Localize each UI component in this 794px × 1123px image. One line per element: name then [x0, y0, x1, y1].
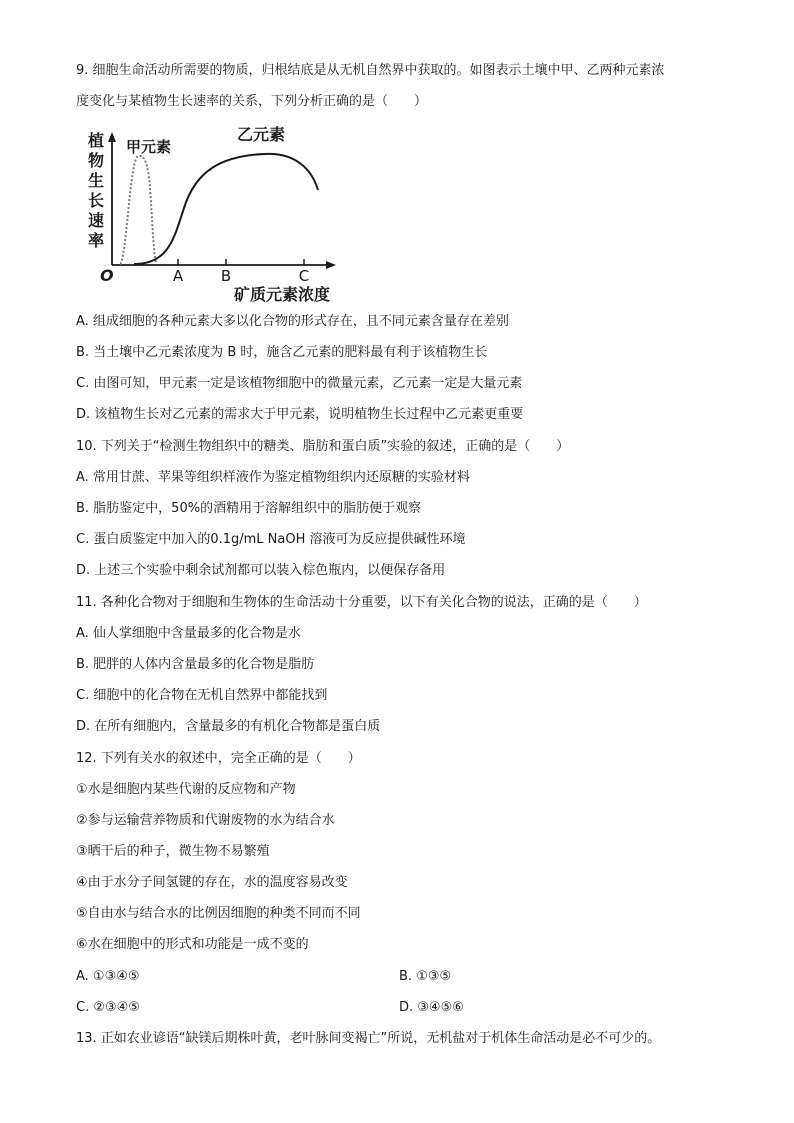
tick-label-a: A [172, 267, 184, 285]
q12-option-b: B. ①③⑤ [399, 969, 452, 984]
curve-jia [120, 156, 156, 264]
q10-option-b: B. 脂肪鉴定中，50%的酒精用于溶解组织中的脂肪便于观察 [76, 501, 422, 516]
y-axis-arrow [108, 132, 116, 142]
q10-stem: 10. 下列关于“检测生物组织中的糖类、脂肪和蛋白质”实验的叙述，正确的是（ ） [76, 439, 570, 454]
q10-option-a: A. 常用甘蔗、苹果等组织样液作为鉴定植物组织内还原糖的实验材料 [76, 470, 470, 485]
q12-statement-4: ④由于水分子间氢键的存在，水的温度容易改变 [76, 875, 348, 890]
curve-yi [134, 154, 318, 264]
q10-option-d: D. 上述三个实验中剩余试剂都可以装入棕色瓶内，以便保存备用 [76, 563, 446, 578]
svg-text:生: 生 [87, 171, 105, 190]
q12-option-d: D. ③④⑤⑥ [399, 1000, 464, 1015]
svg-text:植: 植 [87, 131, 105, 150]
q12-option-c: C. ②③④⑤ [76, 1000, 140, 1015]
y-axis-label [88, 131, 104, 250]
curve-yi-label: 乙元素 [237, 125, 286, 144]
q9-stem-line-2: 度变化与某植物生长速率的关系，下列分析正确的是（ ） [76, 94, 428, 109]
svg-text:物: 物 [87, 151, 105, 170]
svg-text:速: 速 [87, 211, 105, 230]
q12-statement-3: ③晒干后的种子，微生物不易繁殖 [76, 844, 270, 859]
q9-figure [74, 118, 354, 306]
q11-option-a: A. 仙人掌细胞中含量最多的化合物是水 [76, 626, 301, 641]
q11-stem: 11. 各种化合物对于细胞和生物体的生命活动十分重要，以下有关化合物的说法，正确的是（ ） [76, 595, 647, 610]
q9-option-a: A. 组成细胞的各种元素大多以化合物的形式存在，且不同元素含量存在差别 [76, 314, 509, 329]
q12-statement-6: ⑥水在细胞中的形式和功能是一成不变的 [76, 937, 309, 952]
svg-text:长: 长 [87, 191, 105, 210]
q12-statement-2: ②参与运输营养物质和代谢废物的水为结合水 [76, 813, 335, 828]
q9-option-d: D. 该植物生长对乙元素的需求大于甲元素，说明植物生长过程中乙元素更重要 [76, 407, 524, 422]
q9-option-b: B. 当土壤中乙元素浓度为 B 时，施含乙元素的肥料最有利于该植物生长 [76, 345, 488, 360]
q11-option-b: B. 肥胖的人体内含量最多的化合物是脂肪 [76, 657, 315, 672]
q12-statement-5: ⑤自由水与结合水的比例因细胞的种类不同而不同 [76, 906, 361, 921]
x-axis-arrow [326, 261, 336, 269]
q12-stem: 12. 下列有关水的叙述中，完全正确的是（ ） [76, 751, 361, 766]
q11-option-d: D. 在所有细胞内，含量最多的有机化合物都是蛋白质 [76, 719, 381, 734]
q9-stem-line-1: 9. 细胞生命活动所需要的物质，归根结底是从无机自然界中获取的。如图表示土壤中甲、乙两种元素浓 [76, 63, 665, 78]
origin-label: O [100, 266, 114, 285]
tick-label-c: C [298, 267, 310, 285]
x-axis-label: 矿质元素浓度 [234, 285, 331, 304]
q13-stem: 13. 正如农业谚语“缺镁后期株叶黄，老叶脉间变褐亡”所说，无机盐对于机体生命活动是必不可少的。 [76, 1031, 661, 1046]
q10-option-c: C. 蛋白质鉴定中加入的0.1g/mL NaOH 溶液可为反应提供碱性环境 [76, 532, 466, 547]
tick-label-b: B [220, 267, 232, 285]
q12-statement-1: ①水是细胞内某些代谢的反应物和产物 [76, 782, 296, 797]
q9-option-c: C. 由图可知，甲元素一定是该植物细胞中的微量元素，乙元素一定是大量元素 [76, 376, 523, 391]
svg-text:率: 率 [87, 231, 105, 250]
q11-option-c: C. 细胞中的化合物在无机自然界中都能找到 [76, 688, 328, 703]
q12-option-a: A. ①③④⑤ [76, 969, 140, 984]
curve-jia-label: 甲元素 [126, 138, 172, 156]
